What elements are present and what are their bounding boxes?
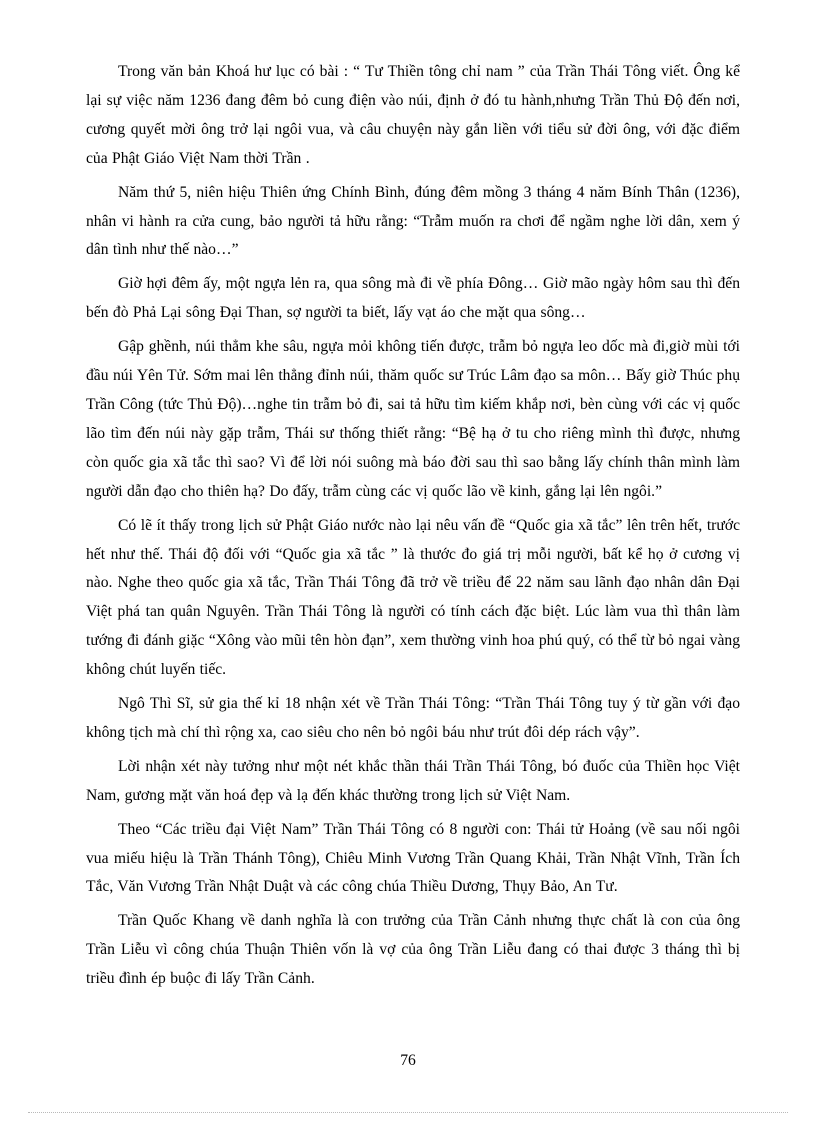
paragraph-9: Trần Quốc Khang về danh nghĩa là con trưởng của Trần Cảnh nhưng thực chất là con của ông Trần Liễu vì công chúa Thuận Thiên vốn là vợ của ông Trần Liễu đang có thai được 3 tháng thì bị triều đình ép buộc đi lấy Trần Cảnh.	[86, 912, 740, 988]
paragraph-1: Trong văn bản Khoá hư lục có bài : “ Tư Thiền tông chỉ nam ” của Trần Thái Tông viết. Ông kể lại sự việc năm 1236 đang đêm bỏ cung điện vào núi, định ở đó tu hành,nhưng Trần Thủ Độ đến nơi, cương quyết mời ông trở lại ngôi vua, và câu chuyện này gắn liền với tiểu sử đời ông, với đặc điểm của Phật Giáo Việt Nam thời Trần .	[86, 63, 740, 167]
page-bottom-divider	[28, 1112, 788, 1113]
paragraph-7: Lời nhận xét này tưởng như một nét khắc thần thái Trần Thái Tông, bó đuốc của Thiền học Việt Nam, gương mặt văn hoá đẹp và lạ đến khác thường trong lịch sử Việt Nam.	[86, 757, 740, 804]
paragraph-2: Năm thứ 5, niên hiệu Thiên ứng Chính Bình, đúng đêm mồng 3 tháng 4 năm Bính Thân (1236), nhân vi hành ra cửa cung, bảo người tả hữu rằng: “Trẫm muốn ra chơi để ngầm nghe lời dân, xem ý dân tình như thế nào…”	[86, 183, 740, 259]
paragraph-8: Theo “Các triều đại Việt Nam” Trần Thái Tông có 8 người con: Thái tử Hoảng (về sau nối ngôi vua miếu hiệu là Trần Thánh Tông), Chiêu Minh Vương Trần Quang Khải, Trần Nhật Vĩnh, Trần Ích Tắc, Văn Vương Trần Nhật Duật và các công chúa Thiều Dương, Thụy Bảo, An Tư.	[86, 820, 740, 896]
paragraph-5: Có lẽ ít thấy trong lịch sử Phật Giáo nước nào lại nêu vấn đề “Quốc gia xã tắc” lên trên hết, trước hết như thế. Thái độ đối với “Quốc gia xã tắc ” là thước đo giá trị mỗi người, bất kể họ ở cương vị nào. Nghe theo quốc gia xã tắc, Trần Thái Tông đã trở về triều để 22 năm sau lãnh đạo nhân dân Đại Việt phá tan quân Nguyên. Trần Thái Tông là người có tính cách đặc biệt. Lúc làm vua thì thân làm tướng đi đánh giặc “Xông vào mũi tên hòn đạn”, xem thường vinh hoa phú quý, có thể từ bỏ ngai vàng không chút luyến tiếc.	[86, 516, 740, 679]
body-text	[86, 58, 740, 999]
paragraph-3: Giờ hợi đêm ấy, một ngựa lẻn ra, qua sông mà đi về phía Đông… Giờ mão ngày hôm sau thì đến bến đò Phả Lại sông Đại Than, sợ người ta biết, lấy vạt áo che mặt qua sông…	[86, 275, 740, 322]
paragraph-6: Ngô Thì Sĩ, sử gia thế kỉ 18 nhận xét về Trần Thái Tông: “Trần Thái Tông tuy ý từ gần với đạo không tịch mà chí thì rộng xa, cao siêu cho nên bỏ ngôi báu như trút đôi dép rách vậy”.	[86, 695, 740, 741]
page-number: 76	[400, 1052, 416, 1069]
paragraph-4: Gập ghềnh, núi thẳm khe sâu, ngựa mỏi không tiến được, trẫm bỏ ngựa leo dốc mà đi,giờ mùi tới đầu núi Yên Tử. Sớm mai lên thẳng đỉnh núi, thăm quốc sư Trúc Lâm đạo sa môn… Bấy giờ Thúc phụ Trần Công (tức Thủ Độ)…nghe tin trẫm bỏ đi, sai tả hữu tìm kiếm khắp nơi, bèn cùng với các vị quốc lão tìm đến núi này gặp trẫm, Thái sư thống thiết rằng: “Bệ hạ ở tu cho riêng mình thì được, nhưng còn quốc gia xã tắc thì sao? Vì để lời nói suông mà báo đời sau thì sao bằng lấy chính thân mình làm người dẫn đạo cho thiên hạ? Do đấy, trẫm cùng các vị quốc lão về kinh, gắng lại lên ngôi.”	[86, 338, 740, 500]
